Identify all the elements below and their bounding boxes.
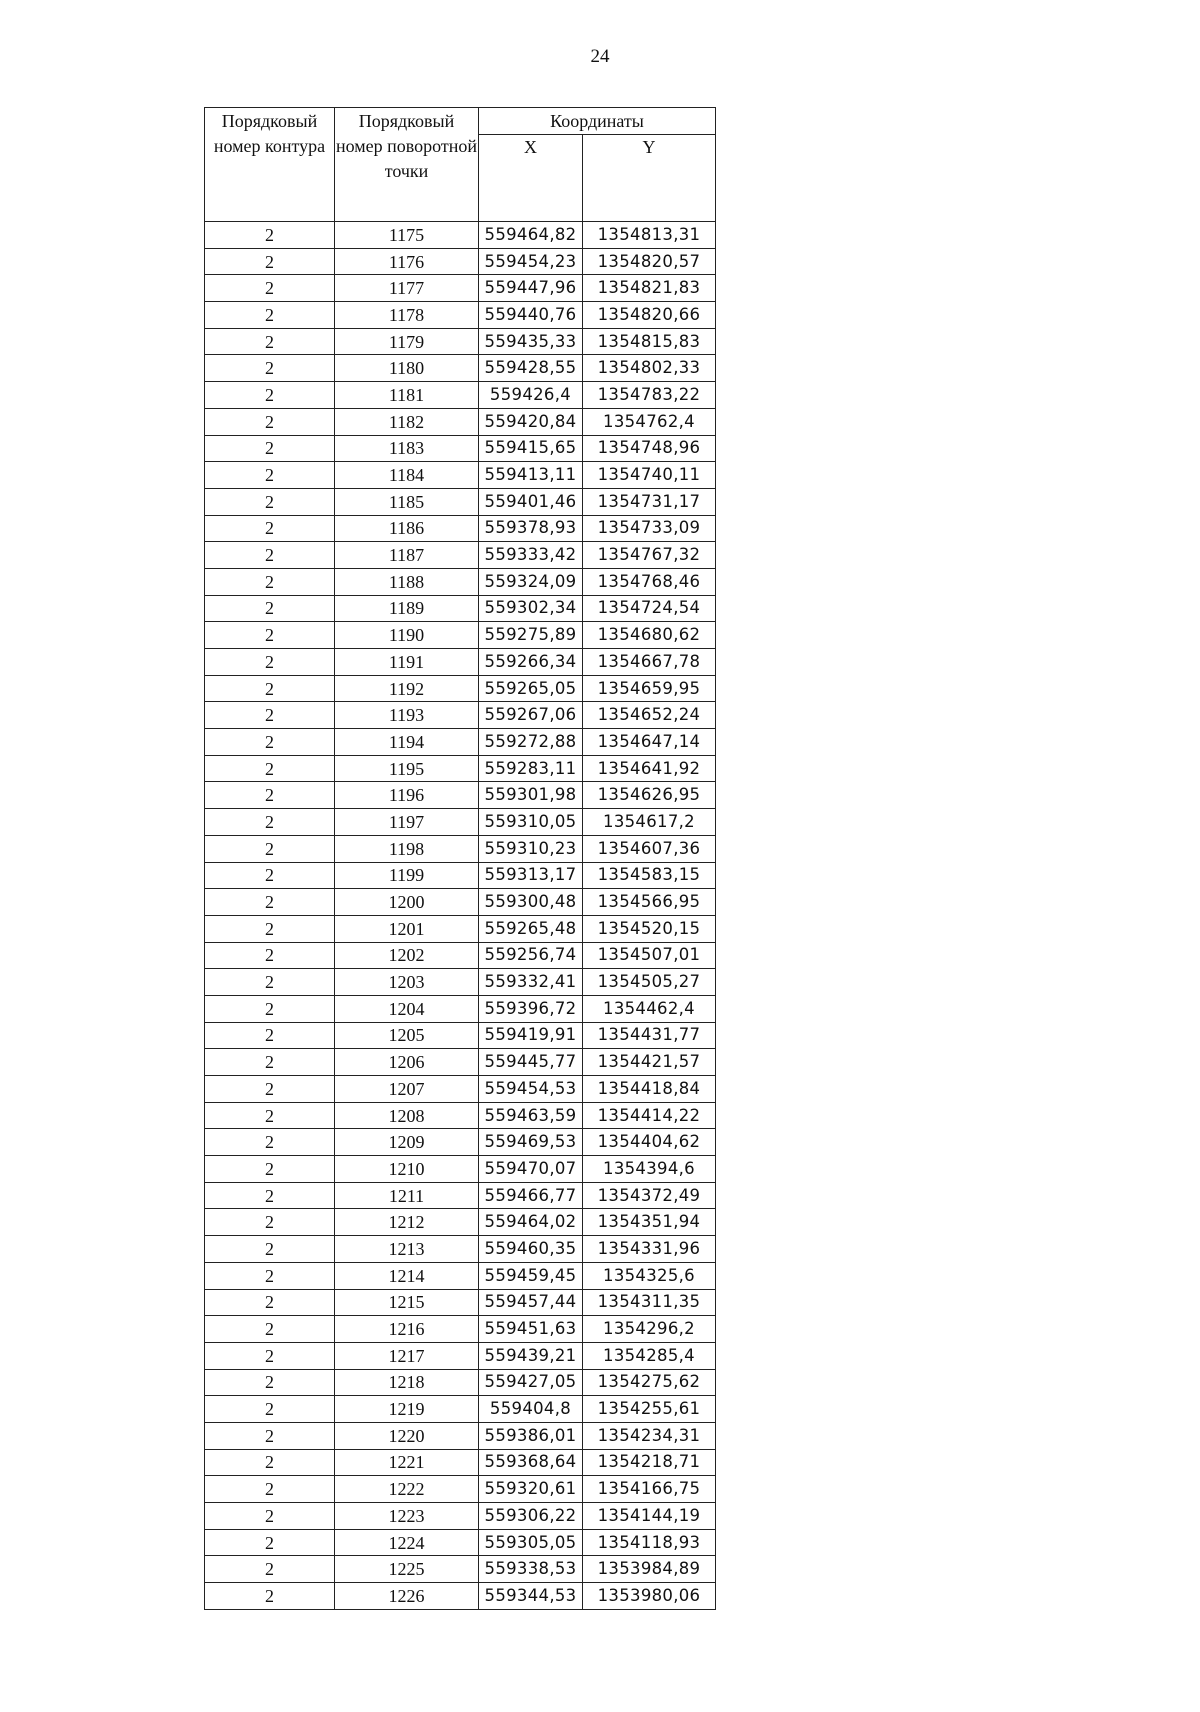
cell-y: 1354813,31 bbox=[583, 222, 716, 249]
cell-x: 559396,72 bbox=[479, 995, 583, 1022]
cell-y: 1354418,84 bbox=[583, 1076, 716, 1103]
cell-contour-number: 2 bbox=[205, 542, 335, 569]
cell-y: 1354372,49 bbox=[583, 1182, 716, 1209]
cell-point-number: 1211 bbox=[335, 1182, 479, 1209]
table-row bbox=[205, 515, 716, 542]
cell-y: 1354583,15 bbox=[583, 862, 716, 889]
cell-contour-number: 2 bbox=[205, 462, 335, 489]
cell-point-number: 1210 bbox=[335, 1156, 479, 1183]
cell-contour-number: 2 bbox=[205, 1182, 335, 1209]
cell-x: 559275,89 bbox=[479, 622, 583, 649]
cell-y: 1354626,95 bbox=[583, 782, 716, 809]
cell-x: 559439,21 bbox=[479, 1342, 583, 1369]
cell-y: 1354762,4 bbox=[583, 408, 716, 435]
cell-contour-number: 2 bbox=[205, 1209, 335, 1236]
cell-y: 1354431,77 bbox=[583, 1022, 716, 1049]
cell-y: 1354421,57 bbox=[583, 1049, 716, 1076]
cell-point-number: 1218 bbox=[335, 1369, 479, 1396]
cell-x: 559466,77 bbox=[479, 1182, 583, 1209]
table-row bbox=[205, 1076, 716, 1103]
table-row bbox=[205, 1342, 716, 1369]
cell-x: 559420,84 bbox=[479, 408, 583, 435]
cell-point-number: 1209 bbox=[335, 1129, 479, 1156]
cell-y: 1354404,62 bbox=[583, 1129, 716, 1156]
table-row bbox=[205, 462, 716, 489]
cell-y: 1354311,35 bbox=[583, 1289, 716, 1316]
cell-x: 559428,55 bbox=[479, 355, 583, 382]
cell-y: 1354724,54 bbox=[583, 595, 716, 622]
cell-x: 559464,02 bbox=[479, 1209, 583, 1236]
cell-contour-number: 2 bbox=[205, 1022, 335, 1049]
table-row bbox=[205, 435, 716, 462]
cell-x: 559300,48 bbox=[479, 889, 583, 916]
cell-y: 1354166,75 bbox=[583, 1476, 716, 1503]
table-row bbox=[205, 222, 716, 249]
cell-point-number: 1180 bbox=[335, 355, 479, 382]
cell-y: 1354505,27 bbox=[583, 969, 716, 996]
cell-x: 559338,53 bbox=[479, 1556, 583, 1583]
cell-contour-number: 2 bbox=[205, 1342, 335, 1369]
table-row bbox=[205, 942, 716, 969]
table-row bbox=[205, 862, 716, 889]
cell-contour-number: 2 bbox=[205, 1316, 335, 1343]
cell-contour-number: 2 bbox=[205, 515, 335, 542]
cell-y: 1354768,46 bbox=[583, 568, 716, 595]
table-row bbox=[205, 1049, 716, 1076]
cell-x: 559435,33 bbox=[479, 328, 583, 355]
cell-contour-number: 2 bbox=[205, 1289, 335, 1316]
cell-y: 1354820,57 bbox=[583, 248, 716, 275]
cell-contour-number: 2 bbox=[205, 702, 335, 729]
cell-y: 1354351,94 bbox=[583, 1209, 716, 1236]
cell-point-number: 1193 bbox=[335, 702, 479, 729]
cell-x: 559310,05 bbox=[479, 809, 583, 836]
cell-y: 1354641,92 bbox=[583, 755, 716, 782]
cell-contour-number: 2 bbox=[205, 1369, 335, 1396]
table-row bbox=[205, 1156, 716, 1183]
cell-point-number: 1175 bbox=[335, 222, 479, 249]
cell-contour-number: 2 bbox=[205, 222, 335, 249]
cell-point-number: 1213 bbox=[335, 1236, 479, 1263]
cell-contour-number: 2 bbox=[205, 1236, 335, 1263]
cell-contour-number: 2 bbox=[205, 248, 335, 275]
cell-point-number: 1187 bbox=[335, 542, 479, 569]
cell-contour-number: 2 bbox=[205, 568, 335, 595]
table-row bbox=[205, 1262, 716, 1289]
cell-contour-number: 2 bbox=[205, 1156, 335, 1183]
cell-x: 559404,8 bbox=[479, 1396, 583, 1423]
table-row bbox=[205, 1236, 716, 1263]
cell-point-number: 1191 bbox=[335, 649, 479, 676]
table-row bbox=[205, 835, 716, 862]
cell-x: 559464,82 bbox=[479, 222, 583, 249]
cell-point-number: 1183 bbox=[335, 435, 479, 462]
cell-contour-number: 2 bbox=[205, 275, 335, 302]
table-row bbox=[205, 1449, 716, 1476]
cell-y: 1354331,96 bbox=[583, 1236, 716, 1263]
cell-contour-number: 2 bbox=[205, 915, 335, 942]
cell-x: 559320,61 bbox=[479, 1476, 583, 1503]
cell-contour-number: 2 bbox=[205, 755, 335, 782]
cell-y: 1354255,61 bbox=[583, 1396, 716, 1423]
header-point-number: Порядковый номер поворотной точки bbox=[335, 108, 479, 222]
table-row bbox=[205, 1583, 716, 1610]
table-row bbox=[205, 1529, 716, 1556]
cell-y: 1354802,33 bbox=[583, 355, 716, 382]
cell-point-number: 1215 bbox=[335, 1289, 479, 1316]
cell-x: 559256,74 bbox=[479, 942, 583, 969]
cell-x: 559457,44 bbox=[479, 1289, 583, 1316]
cell-point-number: 1197 bbox=[335, 809, 479, 836]
table-row bbox=[205, 302, 716, 329]
table-row bbox=[205, 995, 716, 1022]
table-row bbox=[205, 542, 716, 569]
cell-point-number: 1184 bbox=[335, 462, 479, 489]
cell-point-number: 1220 bbox=[335, 1422, 479, 1449]
cell-x: 559310,23 bbox=[479, 835, 583, 862]
cell-contour-number: 2 bbox=[205, 1583, 335, 1610]
cell-point-number: 1206 bbox=[335, 1049, 479, 1076]
table-row bbox=[205, 649, 716, 676]
cell-point-number: 1205 bbox=[335, 1022, 479, 1049]
table-row bbox=[205, 1289, 716, 1316]
cell-contour-number: 2 bbox=[205, 809, 335, 836]
cell-contour-number: 2 bbox=[205, 355, 335, 382]
cell-contour-number: 2 bbox=[205, 862, 335, 889]
cell-contour-number: 2 bbox=[205, 595, 335, 622]
cell-point-number: 1192 bbox=[335, 675, 479, 702]
cell-x: 559368,64 bbox=[479, 1449, 583, 1476]
table-row bbox=[205, 1503, 716, 1530]
cell-point-number: 1179 bbox=[335, 328, 479, 355]
cell-x: 559333,42 bbox=[479, 542, 583, 569]
table-row bbox=[205, 915, 716, 942]
table-row bbox=[205, 1022, 716, 1049]
cell-y: 1354144,19 bbox=[583, 1503, 716, 1530]
cell-y: 1354815,83 bbox=[583, 328, 716, 355]
cell-x: 559415,65 bbox=[479, 435, 583, 462]
table-row bbox=[205, 622, 716, 649]
cell-y: 1354507,01 bbox=[583, 942, 716, 969]
cell-point-number: 1189 bbox=[335, 595, 479, 622]
cell-point-number: 1201 bbox=[335, 915, 479, 942]
cell-contour-number: 2 bbox=[205, 1396, 335, 1423]
cell-point-number: 1196 bbox=[335, 782, 479, 809]
cell-y: 1354659,95 bbox=[583, 675, 716, 702]
cell-contour-number: 2 bbox=[205, 1049, 335, 1076]
cell-point-number: 1219 bbox=[335, 1396, 479, 1423]
cell-x: 559283,11 bbox=[479, 755, 583, 782]
cell-y: 1354733,09 bbox=[583, 515, 716, 542]
cell-y: 1354325,6 bbox=[583, 1262, 716, 1289]
cell-point-number: 1216 bbox=[335, 1316, 479, 1343]
cell-x: 559267,06 bbox=[479, 702, 583, 729]
cell-contour-number: 2 bbox=[205, 1102, 335, 1129]
table-row bbox=[205, 488, 716, 515]
table-row bbox=[205, 1129, 716, 1156]
cell-x: 559378,93 bbox=[479, 515, 583, 542]
cell-contour-number: 2 bbox=[205, 1529, 335, 1556]
cell-y: 1354566,95 bbox=[583, 889, 716, 916]
cell-contour-number: 2 bbox=[205, 889, 335, 916]
cell-y: 1354285,4 bbox=[583, 1342, 716, 1369]
cell-x: 559463,59 bbox=[479, 1102, 583, 1129]
cell-y: 1354414,22 bbox=[583, 1102, 716, 1129]
cell-point-number: 1226 bbox=[335, 1583, 479, 1610]
header-coordinates: Координаты bbox=[479, 108, 716, 135]
table-row bbox=[205, 969, 716, 996]
cell-y: 1354275,62 bbox=[583, 1369, 716, 1396]
table-row bbox=[205, 675, 716, 702]
table-row bbox=[205, 889, 716, 916]
table-row bbox=[205, 1476, 716, 1503]
page-number: 24 bbox=[590, 46, 610, 67]
cell-point-number: 1204 bbox=[335, 995, 479, 1022]
cell-point-number: 1214 bbox=[335, 1262, 479, 1289]
cell-x: 559413,11 bbox=[479, 462, 583, 489]
table-row bbox=[205, 568, 716, 595]
cell-x: 559469,53 bbox=[479, 1129, 583, 1156]
cell-point-number: 1200 bbox=[335, 889, 479, 916]
cell-x: 559447,96 bbox=[479, 275, 583, 302]
cell-contour-number: 2 bbox=[205, 995, 335, 1022]
cell-contour-number: 2 bbox=[205, 1262, 335, 1289]
coordinates-table bbox=[204, 107, 716, 1610]
table-row bbox=[205, 1369, 716, 1396]
cell-contour-number: 2 bbox=[205, 435, 335, 462]
cell-contour-number: 2 bbox=[205, 1476, 335, 1503]
cell-x: 559265,05 bbox=[479, 675, 583, 702]
cell-contour-number: 2 bbox=[205, 1076, 335, 1103]
table-row bbox=[205, 328, 716, 355]
cell-x: 559324,09 bbox=[479, 568, 583, 595]
cell-y: 1354652,24 bbox=[583, 702, 716, 729]
cell-point-number: 1207 bbox=[335, 1076, 479, 1103]
cell-point-number: 1221 bbox=[335, 1449, 479, 1476]
table-row bbox=[205, 1102, 716, 1129]
cell-contour-number: 2 bbox=[205, 382, 335, 409]
table-row bbox=[205, 248, 716, 275]
cell-point-number: 1188 bbox=[335, 568, 479, 595]
cell-contour-number: 2 bbox=[205, 1556, 335, 1583]
cell-y: 1354118,93 bbox=[583, 1529, 716, 1556]
cell-contour-number: 2 bbox=[205, 1129, 335, 1156]
cell-y: 1354821,83 bbox=[583, 275, 716, 302]
header-y: Y bbox=[583, 135, 716, 222]
cell-point-number: 1203 bbox=[335, 969, 479, 996]
table-row bbox=[205, 1396, 716, 1423]
cell-contour-number: 2 bbox=[205, 675, 335, 702]
cell-point-number: 1223 bbox=[335, 1503, 479, 1530]
cell-y: 1354462,4 bbox=[583, 995, 716, 1022]
cell-x: 559454,23 bbox=[479, 248, 583, 275]
cell-point-number: 1217 bbox=[335, 1342, 479, 1369]
cell-y: 1354748,96 bbox=[583, 435, 716, 462]
table-body bbox=[205, 222, 716, 1610]
cell-contour-number: 2 bbox=[205, 488, 335, 515]
cell-x: 559266,34 bbox=[479, 649, 583, 676]
cell-contour-number: 2 bbox=[205, 649, 335, 676]
cell-x: 559265,48 bbox=[479, 915, 583, 942]
cell-y: 1354394,6 bbox=[583, 1156, 716, 1183]
cell-x: 559386,01 bbox=[479, 1422, 583, 1449]
cell-y: 1354617,2 bbox=[583, 809, 716, 836]
cell-point-number: 1198 bbox=[335, 835, 479, 862]
cell-y: 1354607,36 bbox=[583, 835, 716, 862]
cell-y: 1354667,78 bbox=[583, 649, 716, 676]
cell-point-number: 1194 bbox=[335, 729, 479, 756]
cell-point-number: 1185 bbox=[335, 488, 479, 515]
cell-x: 559445,77 bbox=[479, 1049, 583, 1076]
cell-y: 1353980,06 bbox=[583, 1583, 716, 1610]
header-contour-number: Порядковый номер контура bbox=[205, 108, 335, 222]
cell-x: 559426,4 bbox=[479, 382, 583, 409]
cell-contour-number: 2 bbox=[205, 302, 335, 329]
cell-point-number: 1176 bbox=[335, 248, 479, 275]
cell-y: 1354647,14 bbox=[583, 729, 716, 756]
header-x: X bbox=[479, 135, 583, 222]
cell-contour-number: 2 bbox=[205, 622, 335, 649]
cell-y: 1354731,17 bbox=[583, 488, 716, 515]
cell-x: 559306,22 bbox=[479, 1503, 583, 1530]
table-row bbox=[205, 355, 716, 382]
cell-y: 1354520,15 bbox=[583, 915, 716, 942]
cell-y: 1354820,66 bbox=[583, 302, 716, 329]
cell-point-number: 1190 bbox=[335, 622, 479, 649]
cell-contour-number: 2 bbox=[205, 942, 335, 969]
cell-contour-number: 2 bbox=[205, 408, 335, 435]
cell-x: 559313,17 bbox=[479, 862, 583, 889]
cell-x: 559344,53 bbox=[479, 1583, 583, 1610]
table-row bbox=[205, 595, 716, 622]
cell-y: 1354783,22 bbox=[583, 382, 716, 409]
table-row bbox=[205, 1316, 716, 1343]
cell-y: 1354767,32 bbox=[583, 542, 716, 569]
cell-x: 559460,35 bbox=[479, 1236, 583, 1263]
cell-x: 559427,05 bbox=[479, 1369, 583, 1396]
table-row bbox=[205, 275, 716, 302]
cell-contour-number: 2 bbox=[205, 328, 335, 355]
cell-point-number: 1222 bbox=[335, 1476, 479, 1503]
cell-point-number: 1212 bbox=[335, 1209, 479, 1236]
cell-x: 559305,05 bbox=[479, 1529, 583, 1556]
cell-y: 1353984,89 bbox=[583, 1556, 716, 1583]
cell-x: 559401,46 bbox=[479, 488, 583, 515]
cell-x: 559470,07 bbox=[479, 1156, 583, 1183]
cell-contour-number: 2 bbox=[205, 1422, 335, 1449]
table-row bbox=[205, 408, 716, 435]
cell-y: 1354296,2 bbox=[583, 1316, 716, 1343]
table-row bbox=[205, 755, 716, 782]
table-row bbox=[205, 702, 716, 729]
cell-x: 559451,63 bbox=[479, 1316, 583, 1343]
table-row bbox=[205, 1422, 716, 1449]
cell-point-number: 1177 bbox=[335, 275, 479, 302]
cell-y: 1354740,11 bbox=[583, 462, 716, 489]
table-row bbox=[205, 1209, 716, 1236]
cell-contour-number: 2 bbox=[205, 1503, 335, 1530]
table-row bbox=[205, 782, 716, 809]
table-row bbox=[205, 382, 716, 409]
cell-x: 559440,76 bbox=[479, 302, 583, 329]
table-row bbox=[205, 1182, 716, 1209]
cell-point-number: 1178 bbox=[335, 302, 479, 329]
cell-point-number: 1181 bbox=[335, 382, 479, 409]
cell-point-number: 1224 bbox=[335, 1529, 479, 1556]
cell-x: 559302,34 bbox=[479, 595, 583, 622]
table-row bbox=[205, 1556, 716, 1583]
cell-point-number: 1195 bbox=[335, 755, 479, 782]
cell-contour-number: 2 bbox=[205, 729, 335, 756]
cell-point-number: 1186 bbox=[335, 515, 479, 542]
cell-x: 559272,88 bbox=[479, 729, 583, 756]
cell-y: 1354680,62 bbox=[583, 622, 716, 649]
table-row bbox=[205, 729, 716, 756]
cell-y: 1354234,31 bbox=[583, 1422, 716, 1449]
cell-x: 559419,91 bbox=[479, 1022, 583, 1049]
cell-contour-number: 2 bbox=[205, 969, 335, 996]
cell-x: 559459,45 bbox=[479, 1262, 583, 1289]
cell-point-number: 1208 bbox=[335, 1102, 479, 1129]
table-row bbox=[205, 809, 716, 836]
cell-point-number: 1182 bbox=[335, 408, 479, 435]
cell-point-number: 1202 bbox=[335, 942, 479, 969]
cell-contour-number: 2 bbox=[205, 782, 335, 809]
cell-contour-number: 2 bbox=[205, 1449, 335, 1476]
cell-contour-number: 2 bbox=[205, 835, 335, 862]
cell-x: 559301,98 bbox=[479, 782, 583, 809]
cell-y: 1354218,71 bbox=[583, 1449, 716, 1476]
cell-x: 559454,53 bbox=[479, 1076, 583, 1103]
cell-x: 559332,41 bbox=[479, 969, 583, 996]
cell-point-number: 1199 bbox=[335, 862, 479, 889]
cell-point-number: 1225 bbox=[335, 1556, 479, 1583]
